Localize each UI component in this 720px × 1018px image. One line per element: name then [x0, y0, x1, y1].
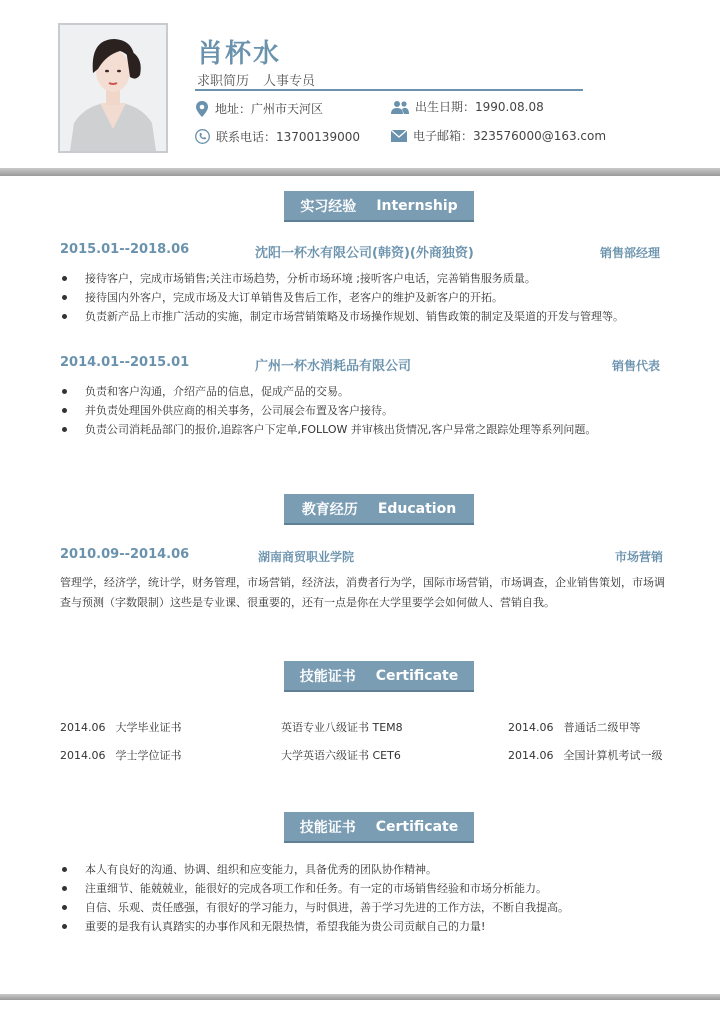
- list-item: 重要的是我有认真踏实的办事作风和无限热情，希望我能为贵公司贡献自己的力量!: [60, 917, 680, 936]
- email-info: [391, 127, 606, 144]
- education-school: 湖南商贸职业学院: [258, 550, 355, 564]
- people-icon: [391, 100, 409, 114]
- section-title-en: Education: [377, 500, 457, 517]
- certificate-item: [508, 747, 663, 763]
- certificate-item: [60, 719, 182, 735]
- email-text: 电子邮箱：323576000@163.com: [413, 129, 607, 143]
- certificate-item: [281, 719, 403, 735]
- certificate-date: 2014.06: [508, 721, 554, 734]
- resume-subtitle: [197, 70, 329, 89]
- header-divider: [195, 89, 583, 91]
- birthday-info: [391, 98, 544, 115]
- self-evaluation-list: [60, 860, 680, 936]
- education-description: 管理学，经济学，统计学，财务管理，市场营销，经济法，消费者行为学，国际市场营销，市场调查，企业销售策划，市场调查与预测（字数限制）这些是专业课、很重要的，还有一点是你在大学里要学会如何做人、营销自我。: [60, 576, 665, 609]
- section-title-cn: 实习经验: [300, 198, 357, 215]
- certificate-name: 普通话二级甲等: [563, 721, 641, 734]
- certificate-date: 2014.06: [60, 749, 106, 762]
- education-major: 市场营销: [614, 550, 663, 564]
- section-title-en: Internship: [376, 197, 458, 214]
- section-header-internship: [284, 191, 474, 220]
- list-item: 负责新产品上市推广活动的实施，制定市场营销策略及市场操作规划、销售政策的制定及渠道的开发与管理等。: [60, 307, 680, 326]
- list-item: 负责公司消耗品部门的报价,追踪客户下定单,FOLLOW 并审核出货情况,客户异常之跟踪处理等系列问题。: [60, 420, 680, 439]
- section-header-self-evaluation: [284, 812, 474, 841]
- list-item: 并负责处理国外供应商的相关事务，公司展会布置及客户接待。: [60, 401, 680, 420]
- certificate-date: 2014.06: [508, 749, 554, 762]
- birthday-text: 出生日期：1990.08.08: [415, 100, 544, 114]
- resume-label: 求职简历: [197, 74, 250, 89]
- certificate-item: [508, 719, 641, 735]
- address-info: [195, 100, 323, 117]
- education-date: 2010.09--2014.06: [60, 547, 190, 562]
- job-2-duties: [60, 382, 680, 439]
- phone-info: [195, 128, 360, 145]
- job-2-company: 广州一杯水消耗品有限公司: [255, 359, 412, 374]
- list-item: 本人有良好的沟通、协调、组织和应变能力，具备优秀的团队协作精神。: [60, 860, 680, 879]
- list-item: 接待客户，完成市场销售;关注市场趋势，分析市场环境 ;接听客户电话，完善销售服务质量。: [60, 269, 680, 288]
- certificate-name: 大学毕业证书: [115, 721, 182, 734]
- list-item: 注重细节、能兢兢业，能很好的完成各项工作和任务。有一定的市场销售经验和市场分析能力。: [60, 879, 680, 898]
- certificate-name: 学士学位证书: [115, 749, 182, 762]
- certificate-name: 大学英语六级证书 CET6: [281, 749, 401, 762]
- header-band: [0, 168, 720, 176]
- section-header-education: [284, 494, 474, 523]
- section-title-cn: 技能证书: [299, 819, 356, 836]
- phone-text: 联系电话：13700139000: [216, 130, 360, 144]
- job-1-role: 销售部经理: [599, 246, 660, 260]
- list-item: 负责和客户沟通，介绍产品的信息，促成产品的交易。: [60, 382, 680, 401]
- section-title-en: Certificate: [375, 818, 459, 835]
- certificate-date: 2014.06: [60, 721, 106, 734]
- candidate-name: 肖杯水: [197, 39, 282, 69]
- phone-icon: [195, 129, 210, 144]
- section-header-certificates: [284, 661, 474, 690]
- footer-band: [0, 994, 720, 1000]
- address-text: 地址：广州市天河区: [215, 102, 324, 116]
- certificate-item: [60, 747, 182, 763]
- certificate-name: 英语专业八级证书 TEM8: [281, 721, 403, 734]
- job-target: 人事专员: [263, 74, 316, 89]
- list-item: 自信、乐观、责任感强，有很好的学习能力，与时俱进，善于学习先进的工作方法，不断自我提高。: [60, 898, 680, 917]
- section-title-en: Certificate: [375, 667, 459, 684]
- envelope-icon: [391, 130, 407, 142]
- job-2-date: 2014.01--2015.01: [60, 355, 190, 370]
- job-1-duties: [60, 269, 680, 326]
- location-pin-icon: [195, 101, 209, 117]
- profile-photo: [58, 23, 168, 153]
- certificate-name: 全国计算机考试一级: [563, 749, 663, 762]
- portrait-image: [60, 25, 166, 151]
- section-title-cn: 教育经历: [301, 501, 358, 518]
- list-item: 接待国内外客户，完成市场及大订单销售及售后工作，老客户的维护及新客户的开拓。: [60, 288, 680, 307]
- certificate-item: [281, 747, 401, 763]
- job-2-role: 销售代表: [611, 359, 660, 373]
- job-1-date: 2015.01--2018.06: [60, 242, 190, 257]
- section-title-cn: 技能证书: [299, 668, 356, 685]
- job-1-company: 沈阳一杯水有限公司(韩资)(外商独资): [255, 246, 474, 261]
